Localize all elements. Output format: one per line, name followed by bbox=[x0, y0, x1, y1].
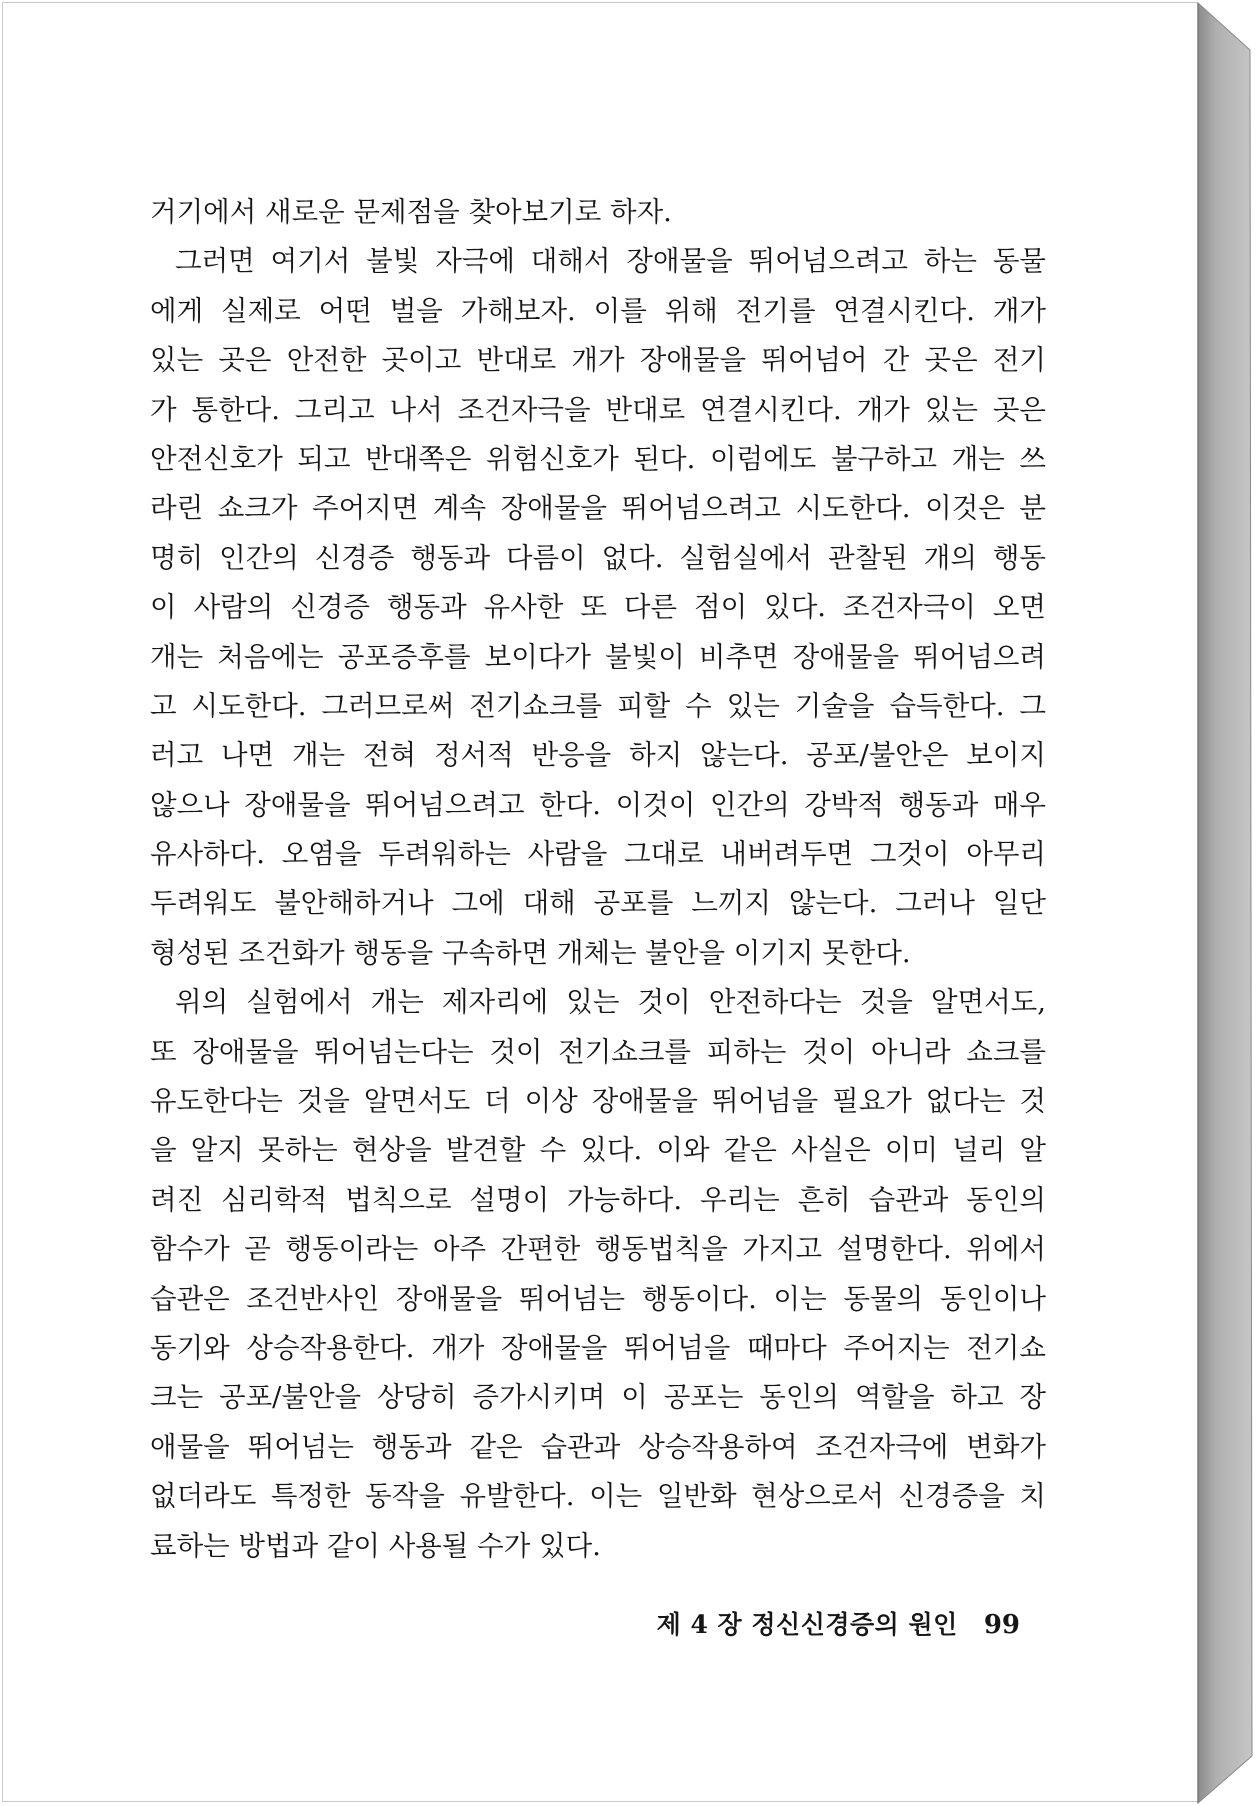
text-line: 유도한다는 것을 알면서도 더 이상 장애물을 뛰어넘을 필요가 없다는 것 bbox=[150, 1085, 1046, 1118]
text-line: 이 사람의 신경증 행동과 유사한 또 다른 점이 있다. 조건자극이 오면 bbox=[150, 591, 1046, 624]
page-footer bbox=[600, 1605, 1020, 1645]
text-line: 두려워도 불안해하거나 그에 대해 공포를 느끼지 않는다. 그러나 일단 bbox=[150, 887, 1046, 920]
text-line: 함수가 곧 행동이라는 아주 간편한 행동법칙을 가지고 설명한다. 위에서 bbox=[150, 1233, 1046, 1266]
text-line: 명히 인간의 신경증 행동과 다름이 없다. 실험실에서 관찰된 개의 행동 bbox=[150, 541, 1046, 574]
text-line: 애물을 뛰어넘는 행동과 같은 습관과 상승작용하여 조건자극에 변화가 bbox=[150, 1430, 1046, 1463]
text-line: 려진 심리학적 법칙으로 설명이 가능하다. 우리는 흔히 습관과 동인의 bbox=[150, 1183, 1046, 1216]
text-line: 료하는 방법과 같이 사용될 수가 있다. bbox=[150, 1529, 601, 1562]
text-line: 개는 처음에는 공포증후를 보이다가 불빛이 비추면 장애물을 뛰어넘으려 bbox=[150, 640, 1046, 673]
text-line: 동기와 상승작용한다. 개가 장애물을 뛰어넘을 때마다 주어지는 전기쇼 bbox=[150, 1331, 1046, 1364]
paragraph bbox=[150, 978, 1046, 1571]
body-text bbox=[150, 188, 1046, 1571]
text-line: 형성된 조건화가 행동을 구속하면 개체는 불안을 이기지 못한다. bbox=[150, 936, 911, 969]
text-line: 그러면 여기서 불빛 자극에 대해서 장애물을 뛰어넘으려고 하는 동물 bbox=[175, 245, 1046, 278]
text-line: 을 알지 못하는 현상을 발견할 수 있다. 이와 같은 사실은 이미 널리 알 bbox=[150, 1134, 1046, 1167]
page-number: 99 bbox=[983, 1610, 1020, 1640]
text-line: 안전신호가 되고 반대쪽은 위험신호가 된다. 이럼에도 불구하고 개는 쓰 bbox=[150, 442, 1046, 475]
text-line: 있는 곳은 안전한 곳이고 반대로 개가 장애물을 뛰어넘어 간 곳은 전기 bbox=[150, 344, 1046, 377]
text-line: 크는 공포/불안을 상당히 증가시키며 이 공포는 동인의 역할을 하고 장 bbox=[150, 1381, 1046, 1414]
text-line: 없더라도 특정한 동작을 유발한다. 이는 일반화 현상으로서 신경증을 치 bbox=[150, 1480, 1046, 1513]
paragraph bbox=[150, 237, 1046, 978]
paragraph bbox=[150, 188, 1046, 237]
text-line: 위의 실험에서 개는 제자리에 있는 것이 안전하다는 것을 알면서도, bbox=[175, 986, 1046, 1019]
text-line: 습관은 조건반사인 장애물을 뛰어넘는 행동이다. 이는 동물의 동인이나 bbox=[150, 1282, 1046, 1315]
text-line: 가 통한다. 그리고 나서 조건자극을 반대로 연결시킨다. 개가 있는 곳은 bbox=[150, 393, 1046, 426]
text-line: 않으나 장애물을 뛰어넘으려고 한다. 이것이 인간의 강박적 행동과 매우 bbox=[150, 788, 1046, 821]
text-line: 라린 쇼크가 주어지면 계속 장애물을 뛰어넘으려고 시도한다. 이것은 분 bbox=[150, 492, 1046, 525]
text-line: 거기에서 새로운 문제점을 찾아보기로 하자. bbox=[150, 196, 672, 228]
text-line: 또 장애물을 뛰어넘는다는 것이 전기쇼크를 피하는 것이 아니라 쇼크를 bbox=[150, 1035, 1046, 1068]
text-line: 고 시도한다. 그러므로써 전기쇼크를 피할 수 있는 기술을 습득한다. 그 bbox=[150, 689, 1046, 722]
chapter-title: 제 4 장 정신신경증의 원인 bbox=[656, 1610, 958, 1639]
text-line: 에게 실제로 어떤 벌을 가해보자. 이를 위해 전기를 연결시킨다. 개가 bbox=[150, 294, 1046, 327]
text-line: 유사하다. 오염을 두려워하는 사람을 그대로 내버려두면 그것이 아무리 bbox=[150, 838, 1046, 871]
text-line: 러고 나면 개는 전혀 정서적 반응을 하지 않는다. 공포/불안은 보이지 bbox=[150, 739, 1046, 772]
